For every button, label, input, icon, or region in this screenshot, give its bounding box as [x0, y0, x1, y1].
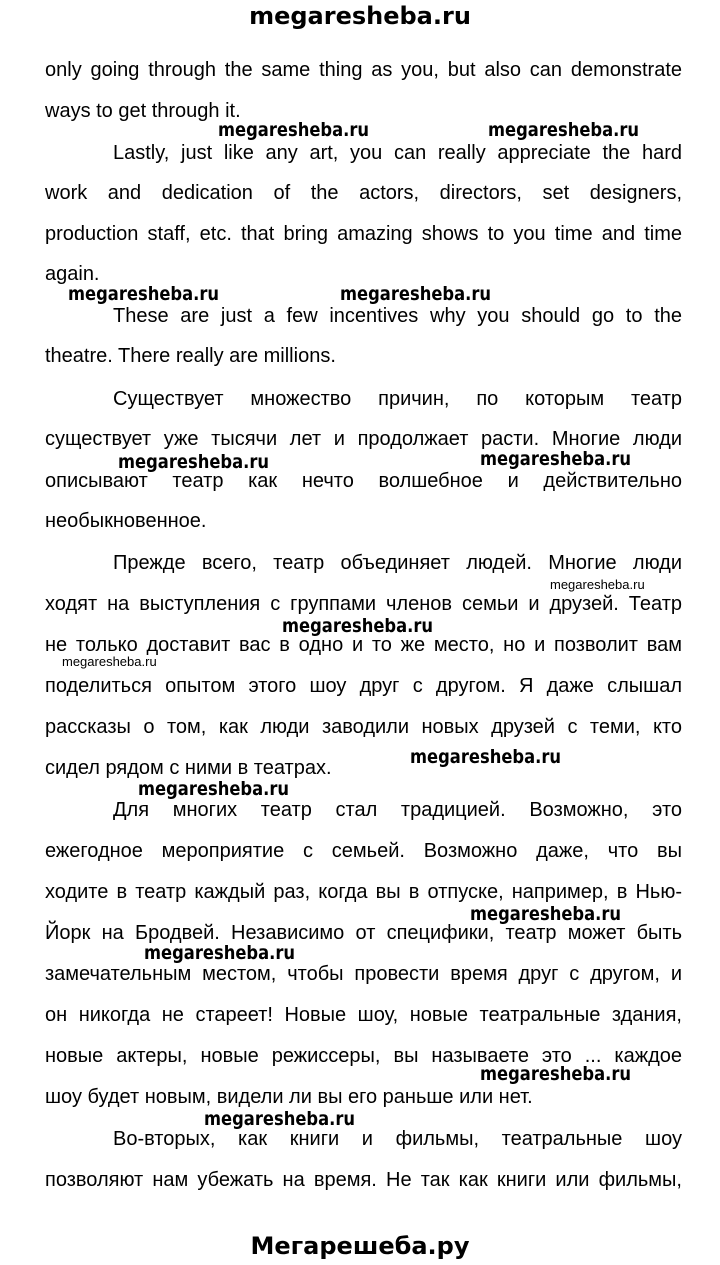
- text-line: Йорк на Бродвей. Независимо от специфики, театр может быть: [45, 922, 682, 944]
- watermark-small: megaresheba.ru: [550, 577, 645, 592]
- watermark: megaresheba.ru: [144, 942, 296, 964]
- text-line: рассказы о том, как люди заводили новых друзей с теми, кто: [45, 716, 682, 738]
- watermark: megaresheba.ru: [138, 778, 290, 800]
- text-line: Во-вторых, как книги и фильмы, театральные шоу: [113, 1128, 682, 1150]
- watermark: megaresheba.ru: [480, 448, 632, 470]
- watermark: megaresheba.ru: [118, 451, 270, 473]
- watermark: megaresheba.ru: [218, 119, 370, 141]
- text-line: again.: [45, 263, 100, 285]
- text-line: ways to get through it.: [45, 100, 241, 122]
- watermark: megaresheba.ru: [340, 283, 492, 305]
- text-line: Существует множество причин, по которым театр: [113, 388, 682, 410]
- watermark: megaresheba.ru: [282, 615, 434, 637]
- watermark: megaresheba.ru: [480, 1063, 632, 1085]
- text-line: only going through the same thing as you, but also can demonstrate: [45, 59, 682, 81]
- text-line: существует уже тысячи лет и продолжает расти. Многие люди: [45, 428, 682, 450]
- site-header: megaresheba.ru: [249, 2, 471, 30]
- text-line: production staff, etc. that bring amazing shows to you time and time: [45, 223, 682, 245]
- watermark: megaresheba.ru: [488, 119, 640, 141]
- text-line: Прежде всего, театр объединяет людей. Многие люди: [113, 552, 682, 574]
- watermark-small: megaresheba.ru: [62, 654, 157, 669]
- site-footer: Мегарешеба.ру: [250, 1232, 470, 1260]
- text-line: These are just a few incentives why you should go to the: [113, 305, 682, 327]
- text-line: описывают театр как нечто волшебное и действительно: [45, 470, 682, 492]
- text-line: не только доставит вас в одно и то же место, но и позволит вам: [45, 634, 682, 656]
- text-line: ходят на выступления с группами членов семьи и друзей. Театр: [45, 593, 682, 615]
- text-line: theatre. There really are millions.: [45, 345, 336, 367]
- text-line: ходите в театр каждый раз, когда вы в отпуске, например, в Нью-: [45, 881, 682, 903]
- text-line: необыкновенное.: [45, 510, 207, 532]
- text-line: Lastly, just like any art, you can really appreciate the hard: [113, 142, 682, 164]
- text-line: он никогда не стареет! Новые шоу, новые театральные здания,: [45, 1004, 682, 1026]
- text-line: замечательным местом, чтобы провести время друг с другом, и: [45, 963, 682, 985]
- text-line: сидел рядом с ними в театрах.: [45, 757, 332, 779]
- watermark: megaresheba.ru: [410, 746, 562, 768]
- text-line: ежегодное мероприятие с семьей. Возможно даже, что вы: [45, 840, 682, 862]
- text-line: Для многих театр стал традицией. Возможно, это: [113, 799, 682, 821]
- watermark: megaresheba.ru: [470, 903, 622, 925]
- watermark: megaresheba.ru: [204, 1108, 356, 1130]
- text-line: шоу будет новым, видели ли вы его раньше или нет.: [45, 1086, 533, 1108]
- watermark: megaresheba.ru: [68, 283, 220, 305]
- text-line: позволяют нам убежать на время. Не так как книги или фильмы,: [45, 1169, 682, 1191]
- text-line: поделиться опытом этого шоу друг с другом. Я даже слышал: [45, 675, 682, 697]
- text-line: новые актеры, новые режиссеры, вы называете это ... каждое: [45, 1045, 682, 1067]
- text-line: work and dedication of the actors, directors, set designers,: [45, 182, 682, 204]
